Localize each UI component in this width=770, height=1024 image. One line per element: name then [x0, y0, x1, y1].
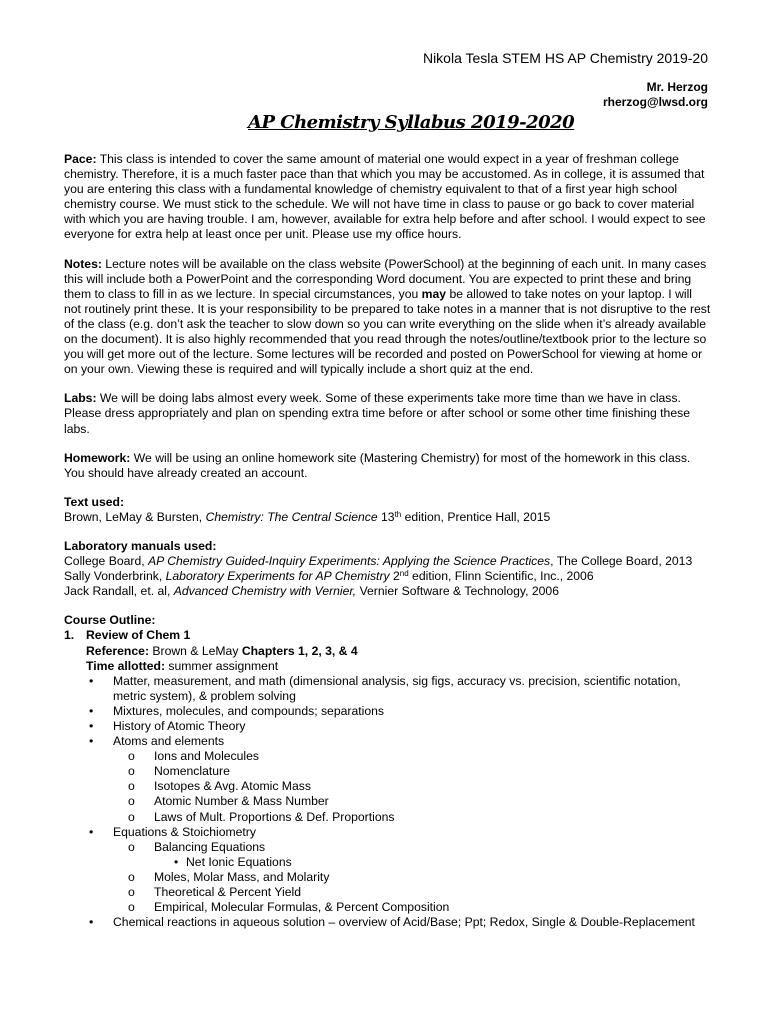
subtopic-text: Ions and Molecules: [154, 749, 260, 764]
subtopic-text: Nomenclature: [154, 764, 230, 779]
circle-bullet-icon: o: [128, 900, 135, 915]
labs-label: Labs:: [64, 391, 97, 406]
lab-manuals-label: Laboratory manuals used:: [64, 538, 217, 553]
homework-text: We will be using an online homework site (Mastering Chemistry) for most of the homework in this class. You should have already created an account.: [64, 450, 691, 480]
teacher-info: [603, 80, 708, 110]
sub-item: [64, 840, 712, 855]
circle-bullet-icon: o: [128, 764, 135, 779]
notes-label: Notes:: [64, 256, 102, 271]
sub-item: [64, 794, 712, 809]
list-item: [64, 825, 712, 840]
circle-bullet-icon: o: [128, 749, 135, 764]
list-item: [64, 704, 712, 719]
bullet-icon: •: [174, 854, 179, 869]
sub-item: [64, 779, 712, 794]
circle-bullet-icon: o: [128, 869, 135, 884]
topic-text: Chemical reactions in aqueous solution – overview of Acid/Base; Ppt; Redox, Single & Double-Replacement: [113, 915, 695, 930]
notes-text-a: Lecture notes will be available on the class website (PowerSchool) at the beginning of each unit. In many cases this will include both a PowerPoint and the corresponding Word document. You are expected to print these and bring them to class to fill in as we lecture. In special circumstances, you: [64, 256, 707, 301]
time-label: Time allotted:: [86, 658, 166, 673]
manual-1-title: AP Chemistry Guided-Inquiry Experiments: Applying the Science Practices: [148, 554, 551, 569]
text-used-label: Text used:: [64, 494, 125, 509]
topic-text: Equations & Stoichiometry: [113, 824, 256, 839]
circle-bullet-icon: o: [128, 794, 135, 809]
labs-paragraph: [64, 391, 712, 436]
topic-text: Matter, measurement, and math (dimensional analysis, sig figs, accuracy vs. precision, scientific notation, metric system), & problem solving: [113, 673, 681, 703]
sub-sub-item: [64, 855, 712, 870]
school-header: Nikola Tesla STEM HS AP Chemistry 2019-20: [422, 50, 708, 66]
subtopic-text: Moles, Molar Mass, and Molarity: [154, 869, 330, 884]
reference-text: Brown & LeMay: [149, 643, 242, 658]
reference-label: Reference:: [86, 643, 149, 658]
time-line: [64, 659, 712, 674]
manual-2-sup: nd: [399, 569, 409, 579]
outline-item-title: Review of Chem 1: [86, 628, 191, 643]
course-outline: [64, 613, 712, 930]
list-item: [64, 915, 712, 930]
manual-2-title: Laboratory Experiments for AP Chemistry: [165, 569, 390, 584]
sub-item: [64, 764, 712, 779]
labs-text: We will be doing labs almost every week. Some of these experiments take more time than we have in class. Please dress appropriately and plan on spending extra time before or after school or some other time finishing these labs.: [64, 391, 690, 436]
bullet-icon: •: [89, 719, 94, 733]
topic-text: Atoms and elements: [113, 734, 225, 749]
text-used-rest: edition, Prentice Hall, 2015: [401, 509, 551, 524]
bullet-icon: •: [89, 703, 94, 718]
subtopic-text: Atomic Number & Mass Number: [154, 794, 329, 809]
topic-text: History of Atomic Theory: [113, 719, 246, 733]
bullet-icon: •: [89, 734, 94, 749]
sub-item: [64, 900, 712, 915]
manual-2-pre: Sally Vonderbrink,: [64, 569, 166, 584]
outline-item-1: [64, 628, 712, 643]
notes-paragraph: [64, 257, 712, 378]
pace-label: Pace:: [64, 152, 97, 166]
bullet-icon: •: [89, 915, 94, 930]
homework-paragraph: [64, 451, 712, 481]
manual-3-title: Advanced Chemistry with Vernier,: [173, 584, 357, 599]
pace-text: This class is intended to cover the same amount of material one would expect in a year of freshman college chemistry. Therefore, it is a much faster pace than that which you may be accustomed. As in college, it is assumed that you are entering this class with a fundamental knowledge of chemistry equivalent to that of a first year high school chemistry course. We must stick to the schedule. We will not have time in class to pause or go back to cover material with which you are having trouble. I am, however, available for extra help before and after school. I would expect to see everyone for extra help at least once per unit. Please use my office hours.: [64, 152, 706, 242]
circle-bullet-icon: o: [128, 779, 135, 794]
text-used-book: Chemistry: The Central Science: [205, 509, 378, 524]
manual-1-post: , The College Board, 2013: [550, 554, 693, 569]
teacher-email: rherzog@lwsd.org: [602, 95, 708, 109]
page-title: AP Chemistry Syllabus 2019-2020: [248, 112, 575, 133]
list-item: [64, 719, 712, 734]
course-outline-label: Course Outline:: [64, 613, 156, 628]
list-item: [64, 674, 712, 704]
list-item: [64, 734, 712, 749]
subtopic-text: Laws of Mult. Proportions & Def. Proportions: [154, 809, 395, 824]
subtopic-text: Empirical, Molecular Formulas, & Percent Composition: [154, 900, 450, 915]
homework-label: Homework:: [64, 450, 131, 465]
circle-bullet-icon: o: [128, 839, 135, 854]
teacher-name: Mr. Herzog: [646, 80, 708, 94]
manual-1-pre: College Board,: [64, 554, 149, 569]
outline-item-number: 1.: [64, 628, 75, 643]
notes-text-b: be allowed to take notes on your laptop. I will not routinely print these. It is your responsibility to be prepared to take notes in a manner that is not disruptive to the rest of the class (e.g. don’t ask the teacher to slow down so you can write everything on the slide when it’s already available on the document). It is also highly recommended that you read through the notes/outline/textbook prior to the lecture so you will get more out of the lecture. Some lectures will be recorded and posted on PowerSchool for viewing at home or on your own. Viewing these is required and will typically include a short quiz at the end.: [64, 286, 711, 377]
text-used-ed-num: 13: [377, 509, 395, 524]
circle-bullet-icon: o: [128, 885, 135, 900]
sub-item: [64, 885, 712, 900]
notes-emphasis: may: [421, 286, 447, 301]
reference-chapters: Chapters 1, 2, 3, & 4: [241, 643, 358, 658]
manual-2-post: edition, Flinn Scientific, Inc., 2006: [408, 569, 594, 584]
subtopic-text: Isotopes & Avg. Atomic Mass: [154, 779, 311, 794]
manual-3-pre: Jack Randall, et. al,: [64, 584, 174, 599]
subsubtopic-text: Net Ionic Equations: [186, 854, 292, 869]
sub-item: [64, 870, 712, 885]
sub-item: [64, 810, 712, 825]
manual-3-post: Vernier Software & Technology, 2006: [356, 584, 559, 599]
text-used-ed-sup: th: [394, 509, 402, 519]
text-used-section: [64, 495, 712, 525]
syllabus-body: [64, 152, 712, 930]
text-used-authors: Brown, LeMay & Bursten,: [64, 509, 206, 524]
topic-text: Mixtures, molecules, and compounds; separations: [113, 703, 384, 718]
subtopic-text: Balancing Equations: [154, 839, 266, 854]
lab-manuals-section: [64, 539, 712, 599]
bullet-icon: •: [89, 673, 94, 688]
bullet-icon: •: [89, 824, 94, 839]
sub-item: [64, 749, 712, 764]
pace-paragraph: [64, 152, 712, 243]
reference-line: [64, 644, 712, 659]
manual-2-num: 2: [389, 569, 400, 584]
time-text: summer assignment: [165, 658, 279, 673]
circle-bullet-icon: o: [128, 809, 135, 824]
subtopic-text: Theoretical & Percent Yield: [154, 885, 302, 900]
